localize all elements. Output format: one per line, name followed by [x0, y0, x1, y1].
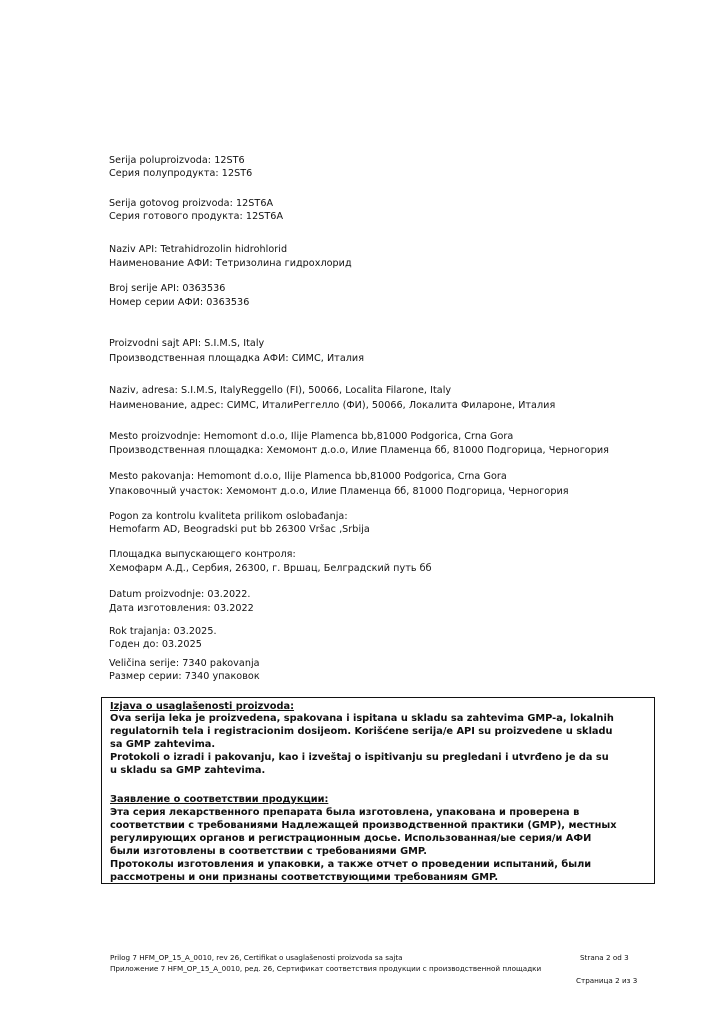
- declaration-text-ru-line: рассмотрены и они признаны соответствующими требованиям GMP.: [110, 872, 499, 883]
- declaration-text-ru-line: Эта серия лекарственного препарата была изготовлена, упакована и проверена в: [110, 807, 580, 818]
- packaging-site-sr: Mesto pakovanja: Hemomont d.o.o, Ilije Plamenca bb,81000 Podgorica, Crna Gora: [109, 471, 507, 482]
- qc-release-site-label-sr: Pogon za kontrolu kvaliteta prilikom oslobađanja:: [109, 511, 348, 522]
- footer-annex-ru: Приложение 7 HFM_OP_15_A_0010, ред. 26, Сертификат соответствия продукции с производственной площадки: [110, 964, 542, 973]
- api-site-sr: Proizvodni sajt API: S.I.M.S, Italy: [109, 338, 265, 349]
- qc-release-site-address-sr: Hemofarm AD, Beogradski put bb 26300 Vršac ,Srbija: [109, 524, 370, 535]
- batch-size-sr: Veličina serije: 7340 pakovanja: [109, 658, 260, 669]
- semi-product-batch-ru: Серия полупродукта: 12ST6: [109, 168, 253, 179]
- qc-release-site-address-ru: Хемофарм А.Д., Сербия, 26300, г. Вршац, Белградский путь бб: [109, 563, 432, 574]
- manufacturing-site-ru: Производственная площадка: Хемомонт д.о.о, Илие Пламенца бб, 81000 Подгорица, Черногория: [109, 445, 609, 456]
- declaration-text-sr-line: sa GMP zahtevima.: [110, 739, 216, 750]
- footer-annex-sr: Prilog 7 HFM_OP_15_A_0010, rev 26, Certifikat o usaglašenosti proizvoda sa sajta: [110, 953, 403, 962]
- finished-product-batch-sr: Serija gotovog proizvoda: 12ST6A: [109, 198, 274, 209]
- declaration-text-ru-line: были изготовлены в соответствии с требованиями GMP.: [110, 846, 427, 857]
- declaration-text-sr-line: u skladu sa GMP zahtevima.: [110, 765, 266, 776]
- declaration-text-ru-line: соответствии с требованиями Надлежащей производственной практики (GMP), местных: [110, 820, 617, 831]
- manufacturing-date-ru: Дата изготовления: 03.2022: [109, 603, 254, 614]
- declaration-text-ru-line: Протоколы изготовления и упаковки, а также отчет о проведении испытаний, были: [110, 859, 592, 870]
- manufacturing-site-sr: Mesto proizvodnje: Hemomont d.o.o, Ilije Plamenca bb,81000 Podgorica, Crna Gora: [109, 431, 514, 442]
- declaration-heading-sr: Izjava o usaglašenosti proizvoda:: [110, 701, 295, 712]
- expiry-date-sr: Rok trajanja: 03.2025.: [109, 626, 217, 637]
- api-name-ru: Наименование АФИ: Тетризолина гидрохлорид: [109, 258, 352, 269]
- api-site-ru: Производственная площадка АФИ: СИМС, Италия: [109, 353, 365, 364]
- api-address-sr: Naziv, adresa: S.I.M.S, ItalyReggello (FI), 50066, Localita Filarone, Italy: [109, 385, 452, 396]
- compliance-declaration-box: [101, 697, 655, 884]
- api-batch-number-sr: Broj serije API: 0363536: [109, 283, 226, 294]
- expiry-date-ru: Годен до: 03.2025: [109, 639, 202, 650]
- api-name-sr: Naziv API: Tetrahidrozolin hidrohlorid: [109, 244, 288, 255]
- semi-product-batch-sr: Serija poluproizvoda: 12ST6: [109, 155, 245, 166]
- packaging-site-ru: Упаковочный участок: Хемомонт д.о.о, Илие Пламенца бб, 81000 Подгорица, Черногория: [109, 486, 569, 497]
- qc-release-site-label-ru: Площадка выпускающего контроля:: [109, 549, 296, 560]
- batch-size-ru: Размер серии: 7340 упаковок: [109, 671, 260, 682]
- api-batch-number-ru: Номер серии АФИ: 0363536: [109, 297, 250, 308]
- footer-page-number-sr: Strana 2 od 3: [580, 953, 629, 962]
- declaration-text-sr-line: Ova serija leka je proizvedena, spakovana i ispitana u skladu sa zahtevima GMP-a, lokalnih: [110, 713, 614, 724]
- declaration-heading-ru: Заявление о соответствии продукции:: [110, 794, 329, 805]
- declaration-text-sr-line: Protokoli o izradi i pakovanju, kao i izveštaj o ispitivanju su pregledani i utvrđeno je da su: [110, 752, 609, 763]
- manufacturing-date-sr: Datum proizvodnje: 03.2022.: [109, 589, 251, 600]
- declaration-text-sr-line: regulatornih tela i registracionim dosijeom. Korišćene serija/e API su proizvedene u skladu: [110, 726, 613, 737]
- api-address-ru: Наименование, адрес: СИМС, ИталиРеггелло (ФИ), 50066, Локалита Филароне, Италия: [109, 400, 556, 411]
- finished-product-batch-ru: Серия готового продукта: 12ST6A: [109, 211, 284, 222]
- footer-page-number-ru: Страница 2 из 3: [576, 976, 638, 985]
- declaration-text-ru-line: регулирующих органов и регистрационным досье. Использованная/ые серия/и АФИ: [110, 833, 592, 844]
